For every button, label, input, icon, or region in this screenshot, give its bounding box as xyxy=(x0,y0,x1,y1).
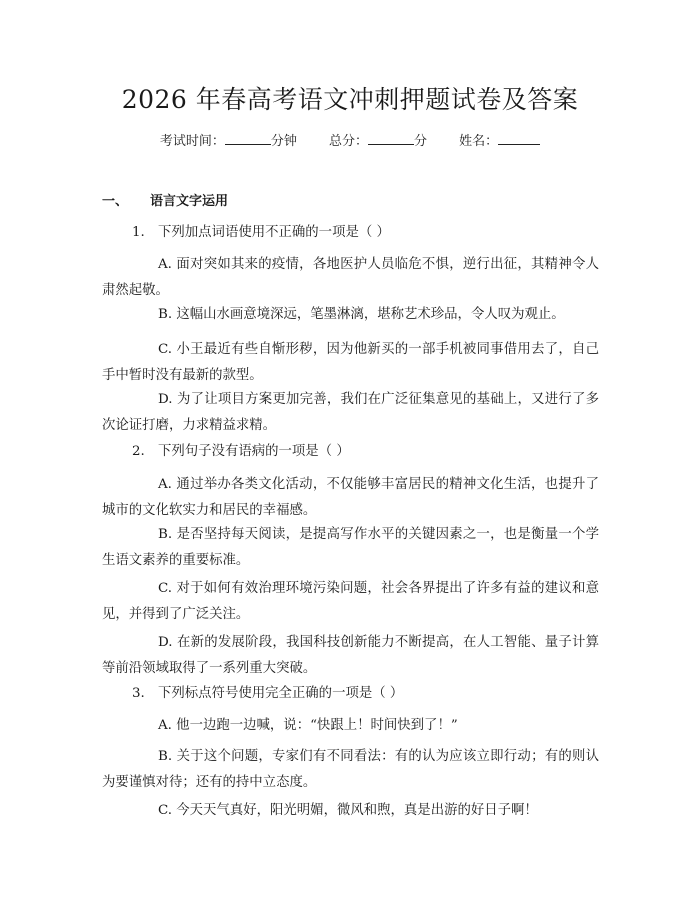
option-d: D. 为了让项目方案更加完善，我们在广泛征集意见的基础上，又进行了多次论证打磨，力求精益求精。 xyxy=(102,392,599,433)
exam-time-blank xyxy=(225,130,271,145)
question-text: 下列句子没有语病的一项是（ ） xyxy=(158,444,350,459)
option-a: A. 通过举办各类文化活动，不仅能够丰富居民的精神文化生活，也提升了城市的文化软实力和居民的幸福感。 xyxy=(102,477,599,518)
exam-time-unit: 分钟 xyxy=(270,134,297,149)
option-b: B. 是否坚持每天阅读，是提高写作水平的关键因素之一，也是衡量一个学生语文素养的重要标准。 xyxy=(102,527,599,568)
option-a: A. 面对突如其来的疫情，各地医护人员临危不惧，逆行出征，其精神令人肃然起敬。 xyxy=(102,257,599,298)
name-field xyxy=(459,134,540,149)
question-stem xyxy=(132,223,390,243)
question-text: 下列加点词语使用不正确的一项是（ ） xyxy=(158,225,390,240)
question-stem xyxy=(132,442,350,462)
question-stem xyxy=(132,684,403,704)
question-text: 下列标点符号使用完全正确的一项是（ ） xyxy=(158,686,404,701)
section-title: 语言文字运用 xyxy=(150,194,229,209)
total-score-unit: 分 xyxy=(414,134,428,149)
name-label: 姓名： xyxy=(459,134,499,149)
option-b: B. 这幅山水画意境深远，笔墨淋漓，堪称艺术珍品，令人叹为观止。 xyxy=(158,307,565,322)
option-d: D. 在新的发展阶段，我国科技创新能力不断提高，在人工智能、量子计算等前沿领域取得了一系列重大突破。 xyxy=(102,635,599,676)
section-number: 一、 xyxy=(102,194,129,209)
total-score-blank xyxy=(368,130,414,145)
total-score-field xyxy=(329,134,427,149)
question-number: 2. xyxy=(132,444,145,459)
exam-time-label: 考试时间： xyxy=(159,134,225,149)
option-c: C. 小王最近有些自惭形秽，因为他新买的一部手机被同事借用去了，自己手中暂时没有最新的款型。 xyxy=(102,342,599,383)
section-heading xyxy=(102,192,228,212)
name-blank xyxy=(498,130,540,145)
option-a: A. 他一边跑一边喊，说：“快跟上！时间快到了！” xyxy=(158,718,458,733)
option-c: C. 对于如何有效治理环境污染问题，社会各界提出了许多有益的建议和意见，并得到了广泛关注。 xyxy=(102,581,599,622)
exam-info-line xyxy=(0,130,700,152)
total-score-label: 总分： xyxy=(328,134,368,149)
question-number: 1. xyxy=(132,225,145,240)
option-b: B. 关于这个问题，专家们有不同看法：有的认为应该立即行动；有的则认为要谨慎对待；还有的持中立态度。 xyxy=(102,749,599,790)
option-c: C. 今天天气真好，阳光明媚，微风和煦，真是出游的好日子啊！ xyxy=(158,803,538,818)
exam-time-field xyxy=(160,134,297,149)
page-title: 2026 年春高考语文冲刺押题试卷及答案 xyxy=(121,85,579,114)
question-number: 3. xyxy=(132,686,145,701)
